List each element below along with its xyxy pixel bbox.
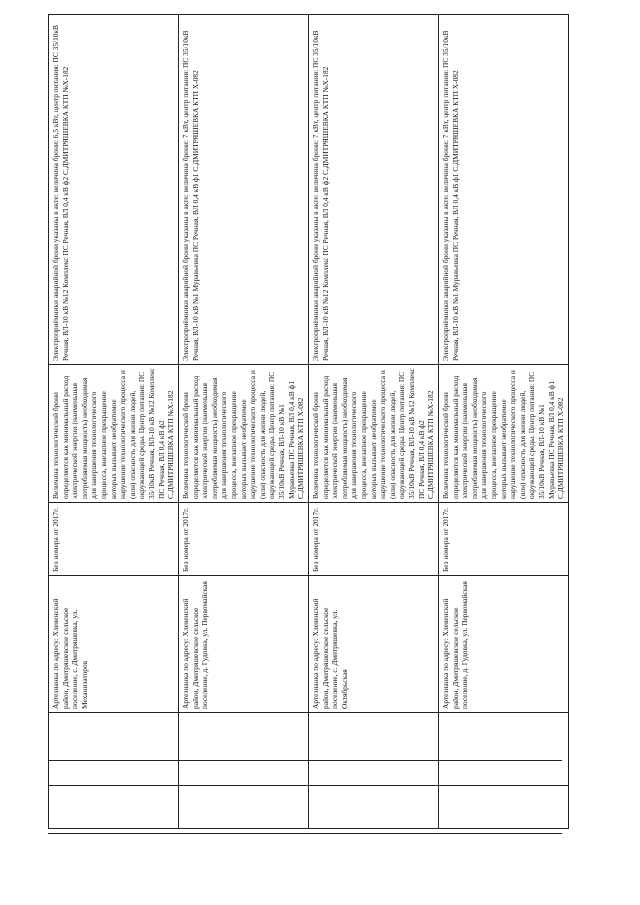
empty-cell <box>439 713 569 786</box>
location-cell: Артезианка по адресу: Хлевенский район, Дмитряшевское сельское поселение, с. Дмитряшевка, ул. Октябрьская <box>309 576 439 713</box>
empty-cell <box>309 713 439 786</box>
emergency-reservation-cell: Электроприёмники аварийной брони указаны в акте: величина брони: 7 кВт, центр питания: ПС 35/10кВ Речная, ВЛ-10 кВ №1 Муравьевка ПС Речная, ВЛ 0,4 кВ ф1 С.ДМИТРЯШЕВКА КТП Х-082 <box>179 15 309 365</box>
location-cell: Артезианка по адресу: Хлевенский район, Дмитряшевское сельское поселение, д. Гудовка, ул. Первомайская <box>179 576 309 713</box>
table-row <box>49 15 179 829</box>
act-number-cell: Без номера от 2017г. <box>179 503 309 576</box>
empty-cell <box>49 713 179 786</box>
emergency-reservation-cell: Электроприёмники аварийной брони указаны в акте: величина брони: 7 кВт, центр питания: ПС 35/10кВ Речная, ВЛ-10 кВ №12 Комплекс ПС Речная, ВЛ 0,4 кВ ф2 С.ДМИТРЯШЕВКА КТП №Х-182 <box>309 15 439 365</box>
act-number-cell: Без номера от 2017г. <box>309 503 439 576</box>
empty-cell <box>439 786 569 829</box>
table-row <box>179 15 309 829</box>
act-number-cell: Без номера от 2017г. <box>439 503 569 576</box>
empty-cell <box>179 713 309 786</box>
table-row <box>439 15 569 829</box>
emergency-reservation-cell: Электроприёмники аварийной брони указаны в акте: величина брони: 6,5 кВт, центр питания: ПС 35/10кВ Речная, ВЛ-10 кВ №12 Комплекс ПС Речная, ВЛ 0,4 кВ ф2 С.ДМИТРЯШЕВКА КТП №Х-182 <box>49 15 179 365</box>
reservation-table <box>48 14 569 829</box>
rotated-table-container <box>48 15 567 829</box>
empty-cell <box>49 786 179 829</box>
tech-reservation-cell: Величина технологической брони определяется как минимальный расход электрической энергии (наименьшая потребляемая мощность) необходимая для завершения технологического процесса, внезапное прекращение которых вызывает необратимое нарушение технологического процесса и (или) опасность для жизни людей, окружающей среды. Центр питания: ПС 35/10кВ Речная, ВЛ-10 кВ №12 Комплекс ПС Речная, ВЛ 0,4 кВ ф2 С.ДМИТРЯШЕВКА КТП №Х-182 <box>309 365 439 503</box>
location-cell: Артезианка по адресу: Хлевенский район, Дмитряшевское сельское поселение, д. Гудовка, ул. Первомайская <box>439 576 569 713</box>
tech-reservation-cell: Величина технологической брони определяется как минимальный расход электрической энергии (наименьшая потребляемая мощность) необходимая для завершения технологического процесса, внезапное прекращение которых вызывает необратимое нарушение технологического процесса и (или) опасность для жизни людей, окружающей среды. Центр питания: ПС 35/10кВ Речная, ВЛ-10 кВ №12 Комплекс ПС Речная, ВЛ 0,4 кВ ф2 С.ДМИТРЯШЕВКА КТП №Х-182 <box>49 365 179 503</box>
emergency-reservation-cell: Электроприёмники аварийной брони указаны в акте: величина брони: 7 кВт, центр питания: ПС 35/10кВ Речная, ВЛ-10 кВ №1 Муравьевка ПС Речная, ВЛ 0,4 кВ ф1 С.ДМИТРЯШЕВКА КТП Х-082 <box>439 15 569 365</box>
column-divider-line <box>48 833 562 834</box>
empty-cell <box>309 786 439 829</box>
empty-cell <box>179 786 309 829</box>
table-row <box>309 15 439 829</box>
tech-reservation-cell: Величина технологической брони определяется как минимальный расход электрической энергии (наименьшая потребляемая мощность) необходимая для завершения технологического процесса, внезапное прекращение которых вызывает необратимое нарушение технологического процесса и (или) опасность для жизни людей, окружающей среды. Центр питания: ПС 35/10кВ Речная, ВЛ-10 кВ №1 Муравьевка ПС Речная, ВЛ 0,4 кВ ф1 С.ДМИТРЯШЕВКА КТП Х-082 <box>439 365 569 503</box>
tech-reservation-cell: Величина технологической брони определяется как минимальный расход электрической энергии (наименьшая потребляемая мощность) необходимая для завершения технологического процесса, внезапное прекращение которых вызывает необратимое нарушение технологического процесса и (или) опасность для жизни людей, окружающей среды. Центр питания: ПС 35/10кВ Речная, ВЛ-10 кВ №1 Муравьевка ПС Речная, ВЛ 0,4 кВ ф1 С.ДМИТРЯШЕВКА КТП Х-082 <box>179 365 309 503</box>
location-cell: Артезианка по адресу: Хлевенский район, Дмитряшевское сельское поселение, с. Дмитряшевка, ул. Механизаторов <box>49 576 179 713</box>
act-number-cell: Без номера от 2017г. <box>49 503 179 576</box>
